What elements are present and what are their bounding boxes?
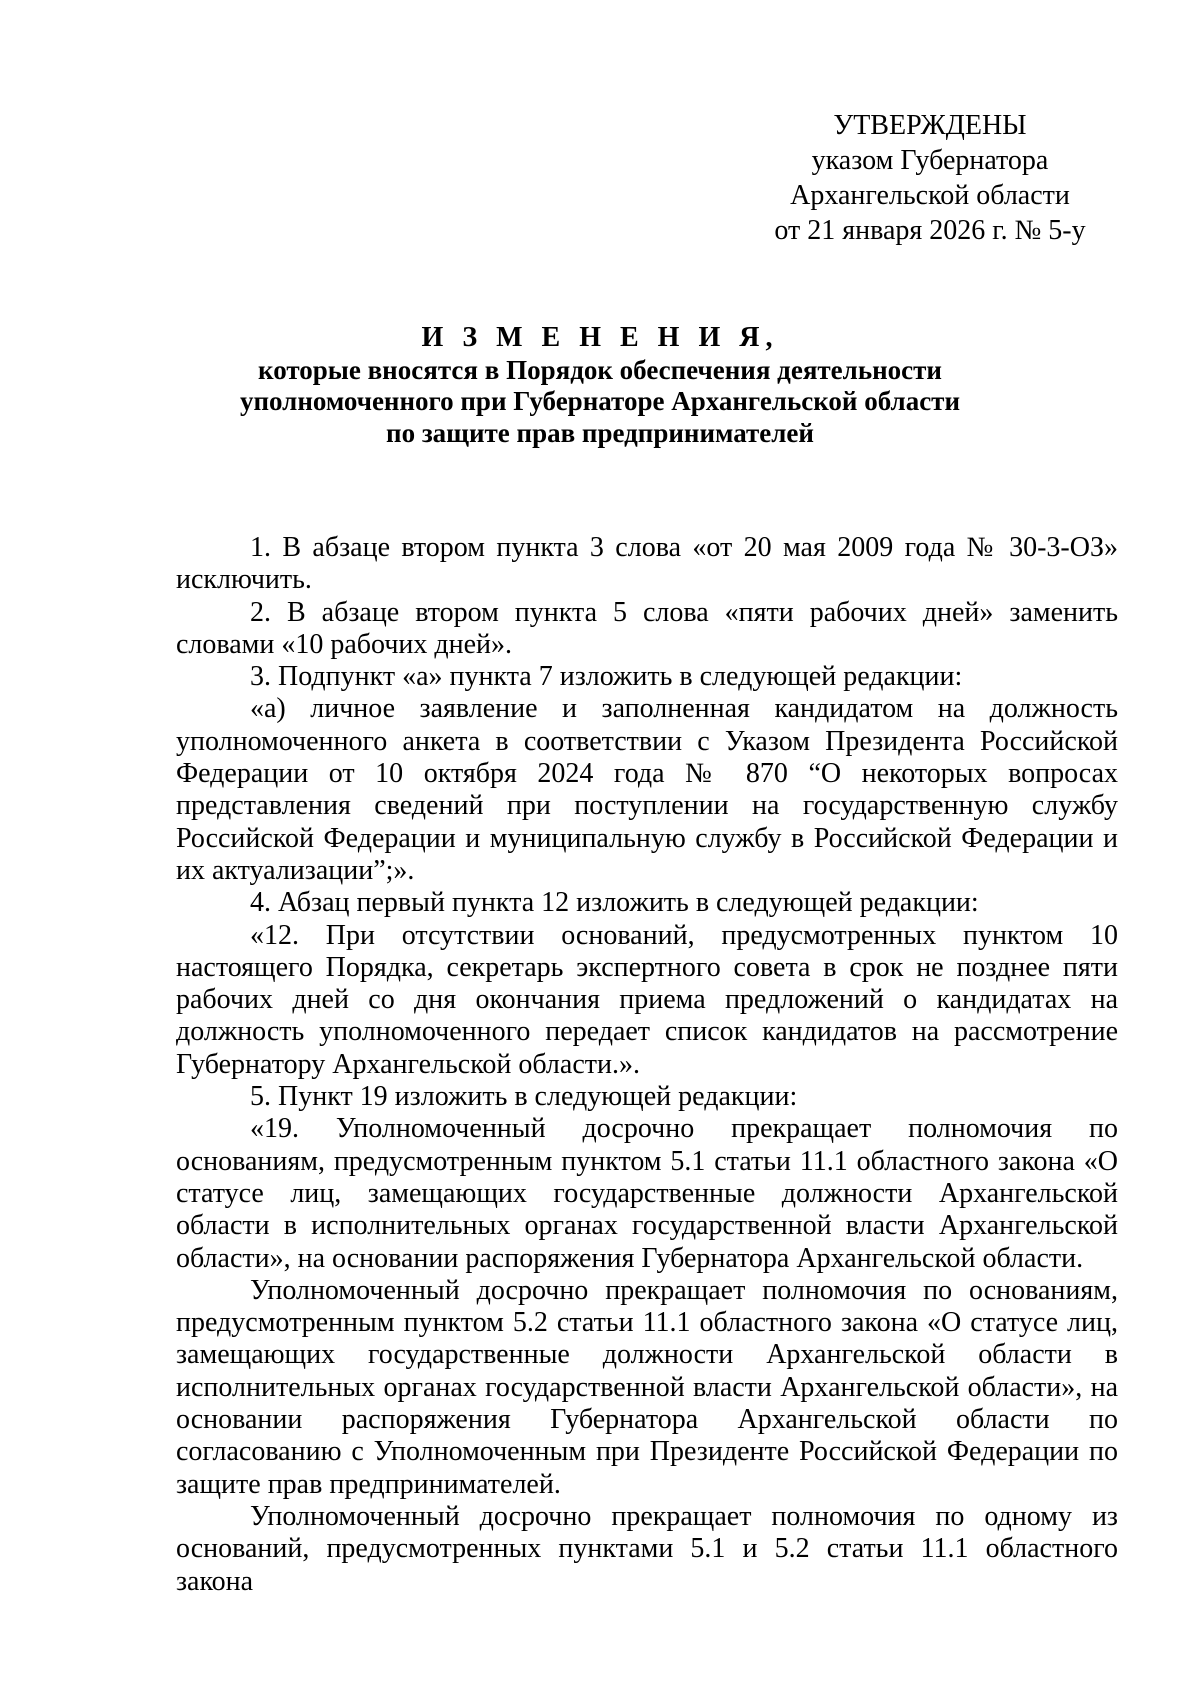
document-body (176, 532, 1118, 1598)
title-heading: И З М Е Н Е Н И Я, (421, 322, 779, 353)
approval-authority: указом Губернатора (811, 145, 1049, 176)
approval-stamp (760, 108, 1100, 248)
paragraph-4: 4. Абзац первый пункта 12 изложить в следующей редакции: (250, 887, 979, 919)
approval-region: Архангельской области (790, 180, 1070, 211)
paragraph-5: 5. Пункт 19 изложить в следующей редакции: (250, 1081, 798, 1113)
paragraph-3: 3. Подпункт «а» пункта 7 изложить в следующей редакции: (250, 661, 963, 693)
paragraph-2: 2. В абзаце втором пункта 5 слова «пяти рабочих дней» заменить словами «10 рабочих дней». (176, 596, 1118, 660)
paragraph-5-text-2: Уполномоченный досрочно прекращает полномочия по основаниям, предусмотренным пунктом 5.2 статьи 11.1 областного закона «О статусе лиц, замещающих государственные должности Архангельской области в исполнительных органах государственной власти Архангельской области», на основании распоряжения Губернатора Архангельской области по согласованию с Уполномоченным при Президенте Российской Федерации по защите прав предпринимателей. (176, 1274, 1118, 1500)
paragraph-3-text: «а) личное заявление и заполненная кандидатом на должность уполномоченного анкета в соответствии с Указом Президента Российской Федерации от 10 октября 2024 года № 870 “О некоторых вопросах представления сведений при поступлении на государственную службу Российской Федерации и муниципальную службу в Российской Федерации и их актуализации”;». (176, 693, 1118, 886)
title-subtitle-line-1: которые вносятся в Порядок обеспечения деятельности (258, 354, 942, 385)
title-subtitle-line-3: по защите прав предпринимателей (386, 417, 814, 448)
document-title (140, 322, 1060, 449)
title-subtitle-line-2: уполномоченного при Губернаторе Архангельской области (239, 386, 961, 416)
approval-title: УТВЕРЖДЕНЫ (833, 110, 1027, 141)
paragraph-5-text-3: Уполномоченный досрочно прекращает полномочия по одному из оснований, предусмотренных пунктами 5.1 и 5.2 статьи 11.1 областного закона (176, 1500, 1118, 1597)
approval-date-number: от 21 января 2026 г. № 5-у (774, 215, 1086, 246)
paragraph-4-text: «12. При отсутствии оснований, предусмотренных пунктом 10 настоящего Порядка, секретарь экспертного совета в срок не позднее пяти рабочих дней со дня окончания приема предложений о кандидатах на должность уполномоченного передает список кандидатов на рассмотрение Губернатору Архангельской области.». (176, 919, 1118, 1080)
paragraph-5-text-1: «19. Уполномоченный досрочно прекращает полномочия по основаниям, предусмотренным пунктом 5.1 статьи 11.1 областного закона «О статусе лиц, замещающих государственные должности Архангельской области в исполнительных органах государственной власти Архангельской области», на основании распоряжения Губернатора Архангельской области. (176, 1113, 1118, 1274)
paragraph-1: 1. В абзаце втором пункта 3 слова «от 20 мая 2009 года № 30-3-ОЗ» исключить. (176, 532, 1118, 596)
